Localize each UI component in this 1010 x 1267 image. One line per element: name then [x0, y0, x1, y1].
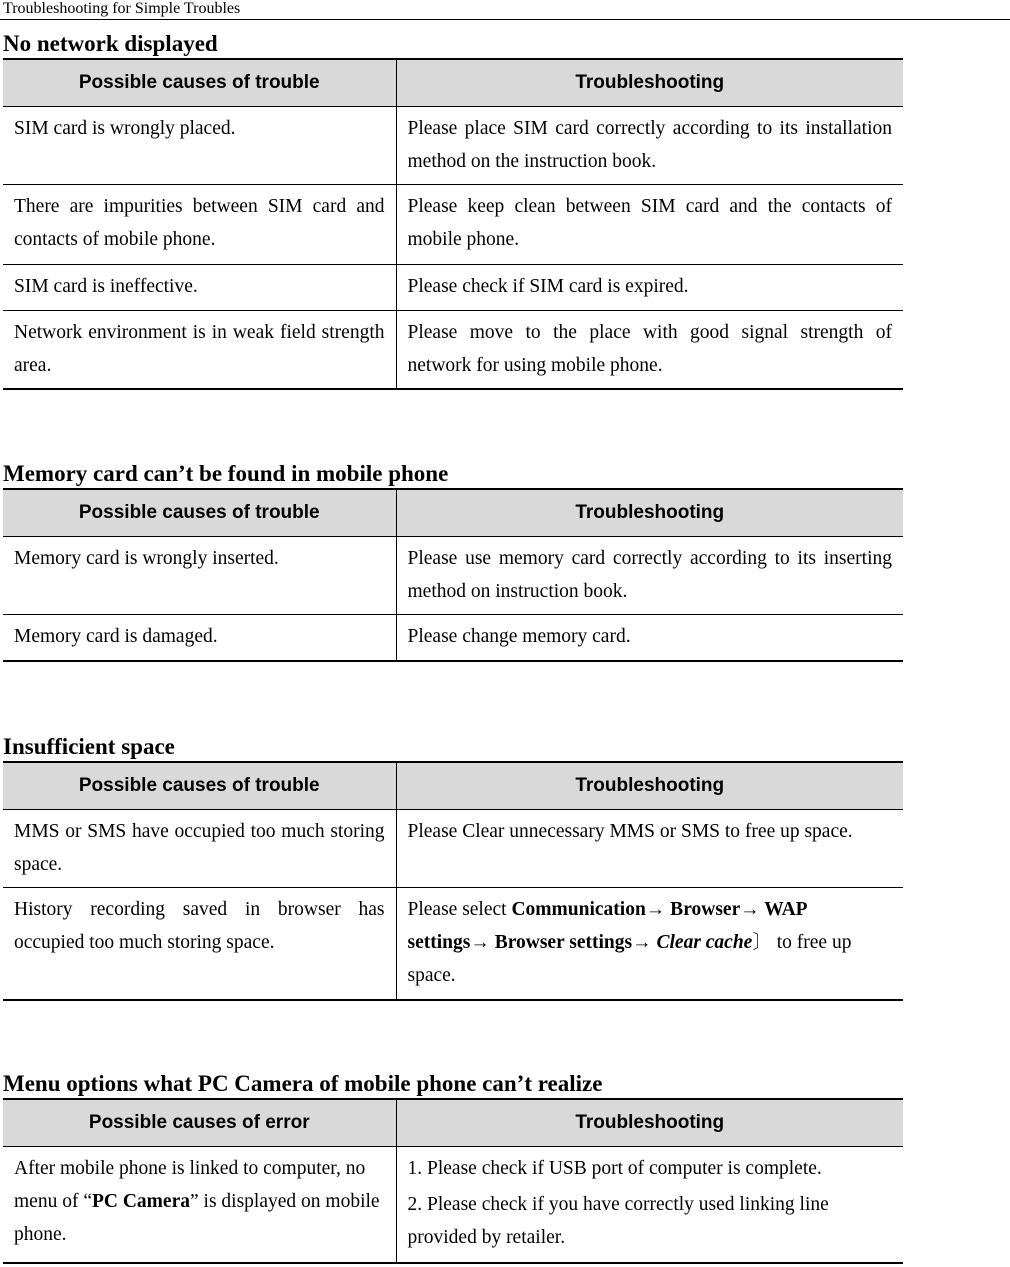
fix-cell	[396, 888, 903, 1000]
column-header-cause: Possible causes of error	[3, 1099, 396, 1147]
fix-prefix: Please select	[407, 899, 512, 920]
column-header-cause: Possible causes of trouble	[3, 489, 396, 537]
table-row	[3, 888, 903, 1000]
column-header-cause: Possible causes of trouble	[3, 59, 396, 107]
cause-cell: Memory card is damaged.	[14, 626, 218, 647]
table-row	[3, 537, 903, 615]
pc-camera-menu-name: PC Camera	[91, 1191, 190, 1212]
section-memory-card	[3, 460, 903, 662]
column-header-fix: Troubleshooting	[396, 59, 903, 107]
fix-step: 2. Please check if you have correctly used linking line provided by retailer.	[407, 1194, 829, 1248]
table-row	[3, 615, 903, 661]
column-header-fix: Troubleshooting	[396, 762, 903, 810]
running-header: Troubleshooting for Simple Troubles	[0, 0, 1010, 20]
fix-cell: Please keep clean between SIM card and the contacts of mobile phone.	[396, 185, 903, 265]
section-title: Insufficient space	[3, 734, 175, 759]
fix-cell: Please move to the place with good signal strength of network for using mobile phone.	[396, 311, 903, 390]
table-header-row	[3, 762, 903, 810]
cause-cell: There are impurities between SIM card and contacts of mobile phone.	[3, 185, 396, 265]
cause-cell: MMS or SMS have occupied too much storing space.	[3, 810, 396, 888]
table-row	[3, 1147, 903, 1263]
table-header-row	[3, 1099, 903, 1147]
table-row	[3, 185, 903, 265]
column-header-fix: Troubleshooting	[396, 1099, 903, 1147]
fix-cell: Please Clear unnecessary MMS or SMS to free up space.	[396, 810, 903, 888]
column-header-fix: Troubleshooting	[396, 489, 903, 537]
table-row	[3, 265, 903, 311]
table-header-row	[3, 59, 903, 107]
cause-cell: Network environment is in weak field strength area.	[14, 322, 385, 376]
fix-cell: Please check if SIM card is expired.	[396, 265, 903, 311]
cause-cell	[3, 1147, 396, 1263]
fix-cell: Please change memory card.	[396, 615, 903, 661]
fix-cell: Please place SIM card correctly according to its installation method on the instruction book.	[396, 107, 903, 185]
section-no-network	[3, 30, 903, 390]
section-title: No network displayed	[3, 31, 218, 56]
menu-path: Communication→ Browser→ WAP settings→ Browser settings→	[407, 899, 807, 953]
fix-step: 1. Please check if USB port of computer is complete.	[407, 1158, 822, 1179]
section-pc-camera	[3, 1070, 903, 1264]
cause-cell: SIM card is wrongly placed.	[3, 107, 396, 185]
fix-cell: Please use memory card correctly according to its inserting method on instruction book.	[396, 537, 903, 615]
table-row	[3, 311, 903, 390]
troubleshooting-table	[3, 1098, 903, 1264]
troubleshooting-table	[3, 488, 903, 662]
section-insufficient-space	[3, 733, 903, 1001]
table-row	[3, 107, 903, 185]
table-header-row	[3, 489, 903, 537]
troubleshooting-table	[3, 58, 903, 390]
cause-suffix: ” is displayed on mobile phone.	[14, 1191, 380, 1245]
section-title: Menu options what PC Camera of mobile phone can’t realize	[3, 1071, 603, 1096]
table-row	[3, 810, 903, 888]
cause-cell: History recording saved in browser has occupied too much storing space.	[14, 899, 385, 953]
column-header-cause: Possible causes of trouble	[3, 762, 396, 810]
fix-cell	[396, 1147, 903, 1263]
section-title: Memory card can’t be found in mobile phone	[3, 461, 449, 486]
fix-suffix: to free up space.	[407, 932, 852, 986]
cause-cell: Memory card is wrongly inserted.	[3, 537, 396, 615]
menu-item-clear-cache: Clear cache	[656, 932, 753, 953]
bracket-glyph: 〕	[752, 932, 772, 953]
cause-prefix: After mobile phone is linked to computer, no menu of “	[14, 1158, 366, 1212]
troubleshooting-table	[3, 761, 903, 1001]
cause-cell: SIM card is ineffective.	[3, 265, 396, 311]
